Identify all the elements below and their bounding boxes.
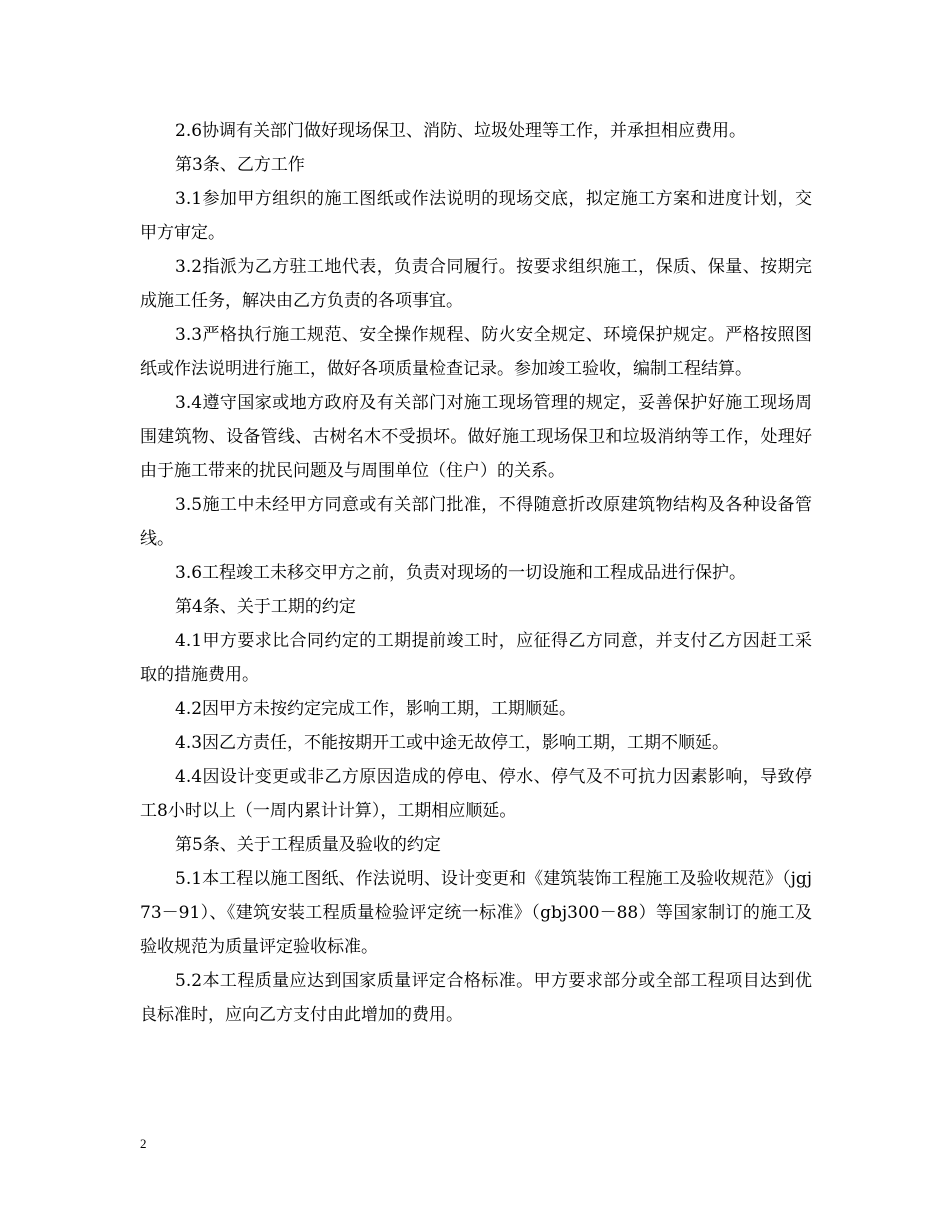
contract-body [140, 114, 812, 1032]
section-heading-3: 第3条、乙方工作 [175, 155, 305, 175]
paragraph-4-4: 4.4因设计变更或非乙方原因造成的停电、停水、停气及不可抗力因素影响，导致停工8小时以上（一周内累计计算），工期相应顺延。 [140, 767, 812, 821]
paragraph-2-6: 2.6协调有关部门做好现场保卫、消防、垃圾处理等工作，并承担相应费用。 [175, 121, 747, 141]
paragraph-4-3: 4.3因乙方责任，不能按期开工或中途无故停工，影响工期，工期不顺延。 [175, 733, 730, 753]
paragraph-4-2: 4.2因甲方未按约定完成工作，影响工期，工期顺延。 [175, 699, 577, 719]
paragraph-3-1: 3.1参加甲方组织的施工图纸或作法说明的现场交底，拟定施工方案和进度计划，交甲方审定。 [140, 189, 812, 243]
paragraph-5-1: 5.1本工程以施工图纸、作法说明、设计变更和《建筑装饰工程施工及验收规范》（jgj73－91）、《建筑安装工程质量检验评定统一标准》（gbj300－88）等国家制订的施工及验收规范为质量评定验收标准。 [140, 869, 812, 957]
paragraph-3-2: 3.2指派为乙方驻工地代表，负责合同履行。按要求组织施工，保质、保量、按期完成施工任务，解决由乙方负责的各项事宜。 [140, 257, 812, 311]
paragraph-5-2: 5.2本工程质量应达到国家质量评定合格标准。甲方要求部分或全部工程项目达到优良标准时，应向乙方支付由此增加的费用。 [140, 971, 812, 1025]
paragraph-3-5: 3.5施工中未经甲方同意或有关部门批准，不得随意折改原建筑物结构及各种设备管线。 [140, 495, 812, 549]
paragraph-3-6: 3.6工程竣工未移交甲方之前，负责对现场的一切设施和工程成品进行保护。 [175, 563, 747, 583]
page-number: 2 [140, 1136, 147, 1151]
section-heading-5: 第5条、关于工程质量及验收的约定 [175, 835, 441, 855]
paragraph-3-4: 3.4遵守国家或地方政府及有关部门对施工现场管理的规定，妥善保护好施工现场周围建筑物、设备管线、古树名木不受损坏。做好施工现场保卫和垃圾消纳等工作，处理好由于施工带来的扰民问题及与周围单位（住户）的关系。 [140, 393, 812, 481]
section-heading-4: 第4条、关于工期的约定 [175, 597, 356, 617]
paragraph-3-3: 3.3严格执行施工规范、安全操作规程、防火安全规定、环境保护规定。严格按照图纸或作法说明进行施工，做好各项质量检查记录。参加竣工验收，编制工程结算。 [140, 325, 812, 379]
paragraph-4-1: 4.1甲方要求比合同约定的工期提前竣工时，应征得乙方同意，并支付乙方因赶工采取的措施费用。 [140, 631, 812, 685]
